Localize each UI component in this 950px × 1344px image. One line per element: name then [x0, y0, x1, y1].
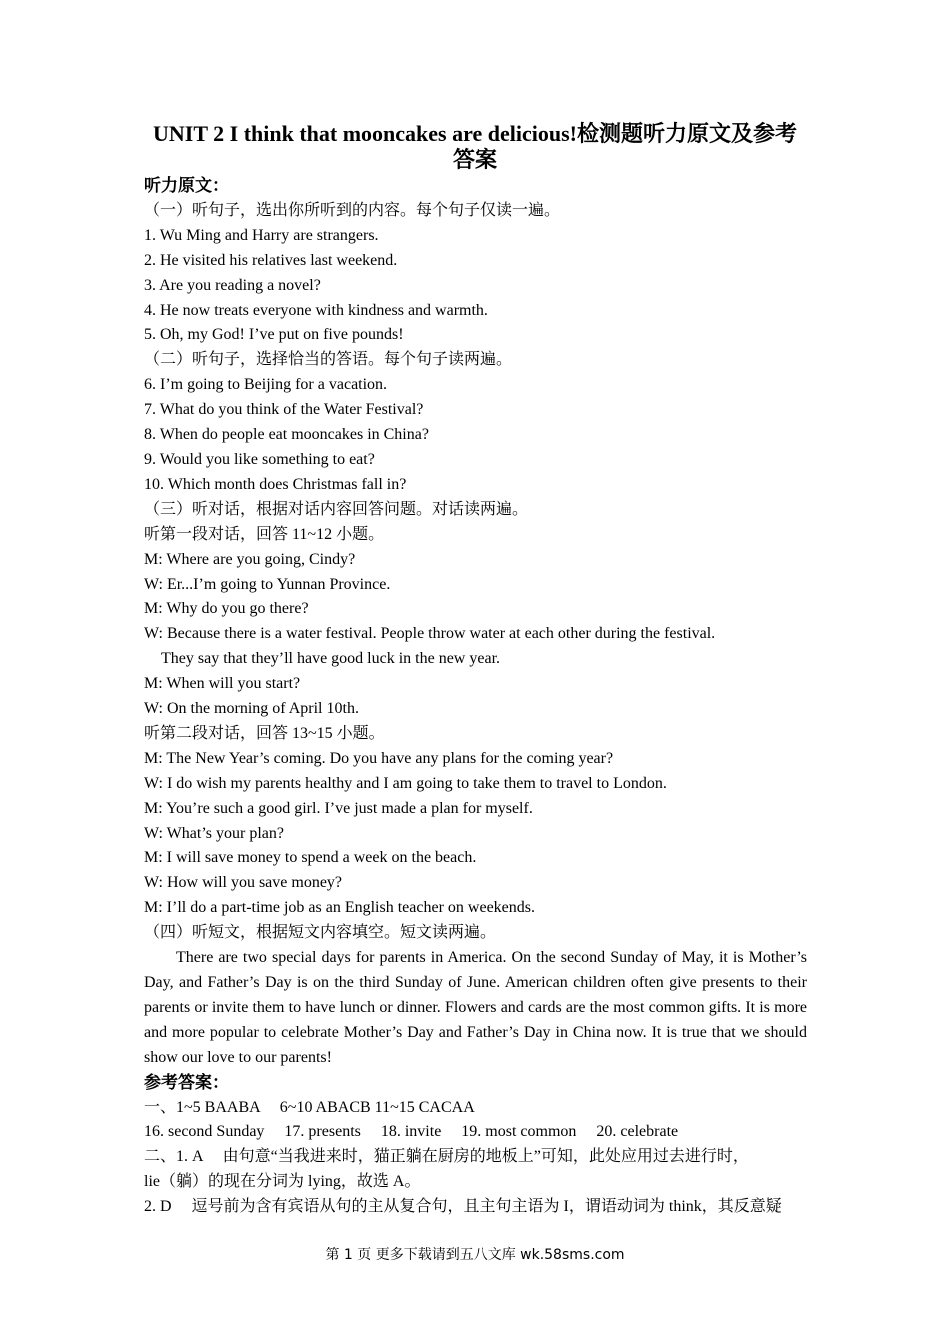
- dialogue-two-instruction: 听第二段对话，回答 13~15 小题。: [144, 724, 385, 742]
- sentence-3: 3. Are you reading a novel?: [144, 276, 321, 294]
- section-four-instruction: （四）听短文，根据短文内容填空。短文读两遍。: [144, 924, 497, 942]
- sentence-7: 7. What do you think of the Water Festival?: [144, 401, 424, 419]
- document-body: [144, 174, 807, 1220]
- section-one-instruction: （一）听句子，选出你所听到的内容。每个句子仅读一遍。: [144, 201, 561, 219]
- dialogue-line: M: Where are you going, Cindy?: [144, 550, 356, 568]
- dialogue-line: W: On the morning of April 10th.: [144, 700, 359, 718]
- listening-heading: 听力原文：: [144, 176, 229, 195]
- answer-line-1: 一、1~5 BAABA 6~10 ABACB 11~15 CACAA: [144, 1098, 475, 1116]
- document-title: [140, 121, 810, 173]
- answer-line-3: 二、1. A 由句意“当我进来时，猫正躺在厨房的地板上”可知，此处应用过去进行时，: [144, 1148, 749, 1166]
- dialogue-line: W: Because there is a water festival. People throw water at each other during the festival.: [144, 625, 716, 643]
- sentence-1: 1. Wu Ming and Harry are strangers.: [144, 226, 379, 244]
- title-line-1: UNIT 2 I think that mooncakes are delicious!检测题听力原文及参考: [153, 121, 797, 146]
- dialogue-line: W: How will you save money?: [144, 874, 343, 892]
- answers-heading: 参考答案：: [144, 1072, 229, 1092]
- dialogue-line: M: The New Year’s coming. Do you have any plans for the coming year?: [144, 749, 614, 767]
- sentence-4: 4. He now treats everyone with kindness and warmth.: [144, 301, 488, 319]
- sentence-2: 2. He visited his relatives last weekend.: [144, 251, 398, 269]
- title-line-2: 答案: [452, 147, 497, 172]
- dialogue-line: W: I do wish my parents healthy and I am going to take them to travel to London.: [144, 774, 667, 792]
- dialogue-one-instruction: 听第一段对话，回答 11~12 小题。: [144, 525, 385, 543]
- answer-line-5: 2. D 逗号前为含有宾语从句的主从复合句，且主句主语为 I，谓语动词为 think，其反意疑: [144, 1198, 782, 1216]
- sentence-5: 5. Oh, my God! I’ve put on five pounds!: [144, 326, 404, 344]
- page-footer: 第 1 页 更多下载请到五八文库 wk.58sms.com: [325, 1247, 625, 1263]
- passage-paragraph: There are two special days for parents in America. On the second Sunday of May, it is Mother’s Day, and Father’s Day is on the third Sunday of June. American children often give presents to their parents or invite them to have lunch or dinner. Flowers and cards are the most common gifts. It is more and more popular to celebrate Mother’s Day and Father’s Day in China now. It is true that we should show our love to our parents!: [144, 949, 807, 1066]
- section-three-instruction: （三）听对话，根据对话内容回答问题。对话读两遍。: [144, 500, 529, 518]
- sentence-8: 8. When do people eat mooncakes in China?: [144, 426, 429, 444]
- answer-line-4: lie（躺）的现在分词为 lying，故选 A。: [144, 1173, 421, 1191]
- sentence-9: 9. Would you like something to eat?: [144, 450, 375, 468]
- dialogue-line: W: Er...I’m going to Yunnan Province.: [144, 575, 391, 593]
- dialogue-line: M: I’ll do a part-time job as an English teacher on weekends.: [144, 899, 535, 917]
- section-two-instruction: （二）听句子，选择恰当的答语。每个句子读两遍。: [144, 351, 513, 369]
- dialogue-line: M: When will you start?: [144, 675, 301, 693]
- dialogue-line: M: I will save money to spend a week on the beach.: [144, 849, 477, 867]
- sentence-6: 6. I’m going to Beijing for a vacation.: [144, 376, 388, 394]
- sentence-10: 10. Which month does Christmas fall in?: [144, 475, 407, 493]
- dialogue-line-continuation: They say that they’ll have good luck in the new year.: [161, 650, 501, 668]
- dialogue-line: M: Why do you go there?: [144, 600, 309, 618]
- dialogue-line: W: What’s your plan?: [144, 824, 284, 842]
- answer-line-2: 16. second Sunday 17. presents 18. invite 19. most common 20. celebrate: [144, 1123, 679, 1141]
- dialogue-line: M: You’re such a good girl. I’ve just made a plan for myself.: [144, 799, 533, 817]
